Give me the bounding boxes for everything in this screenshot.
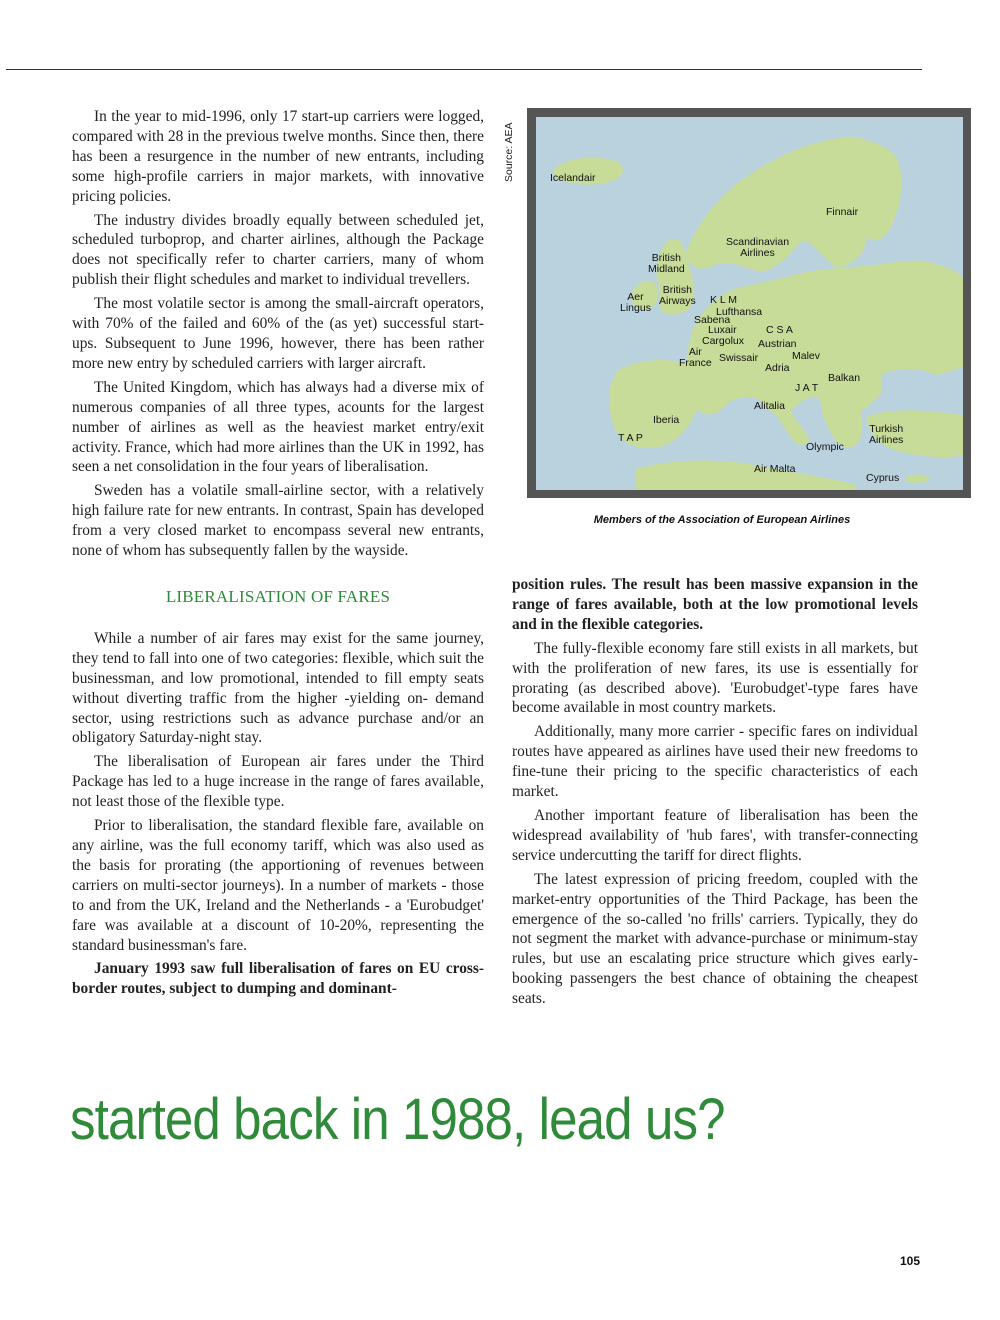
airline-label-tap: T A P: [618, 432, 643, 444]
airline-label-british-airways: British Airways: [659, 284, 696, 307]
airline-label-adria: Adria: [765, 362, 790, 374]
airline-label-air-france: Air France: [679, 346, 712, 369]
airline-label-aer-lingus: Aer Lingus: [620, 291, 651, 314]
airline-label-jat: J A T: [795, 382, 819, 394]
europe-map: [536, 117, 963, 490]
page-number: 105: [899, 1254, 920, 1268]
paragraph: The fully-flexible economy fare still exists in all markets, but with the proliferation of new fares, its use is essentially for prorating (as described above). 'Eurobudget'-type fares have become available in most country markets.: [512, 639, 918, 717]
left-column: [72, 107, 484, 1003]
airline-label-british-midland: British Midland: [648, 252, 685, 275]
airline-label-swissair: Swissair: [719, 352, 759, 364]
airline-label-cyprus: Cyprus: [866, 472, 900, 484]
map-figure: [527, 108, 971, 498]
paragraph: While a number of air fares may exist for the same journey, they tend to fall into one of two categories: flexible, which suit the businessman, and low promotional, intended to fill empty seats without diverting traffic from the higher -yielding on- demand sector, using restrictions such as advance purchase and/or an obligatory Saturday-night stay.: [72, 629, 484, 747]
bold-paragraph: January 1993 saw full liberalisation of fares on EU cross-border routes, subject to dumping and dominant-: [72, 960, 484, 998]
airline-label-malev: Malev: [792, 350, 821, 362]
paragraph: The latest expression of pricing freedom, coupled with the market-entry opportunities of the Third Package, has been the emergence of the so-called 'no frills' carriers. Typically, they do not segment the market with advance-purchase or minimum-stay rules, but use an escalating price structure which gives early-booking passengers the best chance of obtaining the cheapest seats.: [512, 870, 918, 1008]
airline-label-icelandair: Icelandair: [550, 172, 596, 184]
paragraph: The industry divides broadly equally between scheduled jet, scheduled turboprop, and charter airlines, although the Package does not specifically refer to charter carriers, many of whom publish their flight schedules and market to individual trevellers.: [72, 211, 484, 289]
pull-headline: started back in 1988, lead us?: [70, 1087, 725, 1152]
right-column: [512, 575, 918, 1013]
airline-label-lufthansa: Lufthansa: [716, 306, 763, 318]
airline-label-luxair: Luxair: [708, 324, 737, 336]
airline-label-cargolux: Cargolux: [702, 335, 745, 347]
bold-paragraph: position rules. The result has been massive expansion in the range of fares available, both at the low promotional levels and in the flexible categories.: [512, 576, 918, 633]
airline-label-olympic: Olympic: [806, 441, 844, 453]
airline-label-scandinavian: Scandinavian Airlines: [726, 236, 790, 259]
airline-label-sabena: Sabena: [694, 314, 731, 326]
map-source-label: Source: AEA: [503, 122, 515, 182]
airline-label-air-malta: Air Malta: [754, 463, 796, 475]
airline-label-turkish: Turkish Airlines: [869, 423, 904, 446]
section-heading: LIBERALISATION OF FARES: [165, 586, 391, 606]
paragraph: Another important feature of liberalisation has been the widespread availability of 'hub fares', with transfer-connecting service undercutting the tariff for direct flights.: [512, 806, 918, 864]
top-rule: [6, 69, 922, 70]
paragraph: The liberalisation of European air fares under the Third Package has led to a huge increase in the range of fares available, not least those of the flexible type.: [72, 753, 484, 811]
airline-label-austrian: Austrian: [758, 338, 797, 350]
airline-label-csa: C S A: [766, 324, 793, 336]
airline-label-klm: K L M: [710, 294, 738, 306]
airline-label-finnair: Finnair: [826, 206, 859, 218]
paragraph: In the year to mid-1996, only 17 start-up carriers were logged, compared with 28 in the previous twelve months. Since then, there has been a resurgence in the number of new entrants, including some high-profile carriers in major markets, with innovative pricing policies.: [72, 108, 484, 205]
paragraph: Sweden has a volatile small-airline sector, with a relatively high failure rate for new entrants. In contrast, Spain has developed from a very closed market to encompass several new entrants, none of whom has subsequently fallen by the wayside.: [72, 482, 484, 560]
airline-label-iberia: Iberia: [653, 414, 680, 426]
paragraph: Additionally, many more carrier - specific fares on individual routes have appeared as airlines have used their new freedoms to fine-tune their pricing to the specific characteristics of each market.: [512, 723, 918, 801]
airline-label-alitalia: Alitalia: [754, 400, 785, 412]
airline-label-balkan: Balkan: [828, 372, 861, 384]
paragraph: The United Kingdom, which has always had a diverse mix of numerous companies of all three types, acounts for the largest number of airlines as well as the heaviest market entry/exit activity. France, which had more airlines than the UK in 1992, has seen a net consolidation in the four years of liberalisation.: [72, 378, 484, 476]
paragraph: Prior to liberalisation, the standard flexible fare, available on any airline, was the full economy tariff, which was also used as the basis for prorating (the apportioning of revenues between carriers on multi-sector journeys). In a number of markets - those to and from the UK, Ireland and the Netherlands - a 'Eurobudget' fare was available at a discount of 10-20%, representing the standard businessman's fare.: [72, 817, 484, 954]
map-caption: Members of the Association of European Airlines: [593, 514, 851, 526]
paragraph: The most volatile sector is among the small-aircraft operators, with 70% of the failed and 60% of the (as yet) successful start-ups. Subsequent to June 1996, however, there has been rather more new entry by scheduled carriers with larger aircraft.: [72, 295, 484, 372]
